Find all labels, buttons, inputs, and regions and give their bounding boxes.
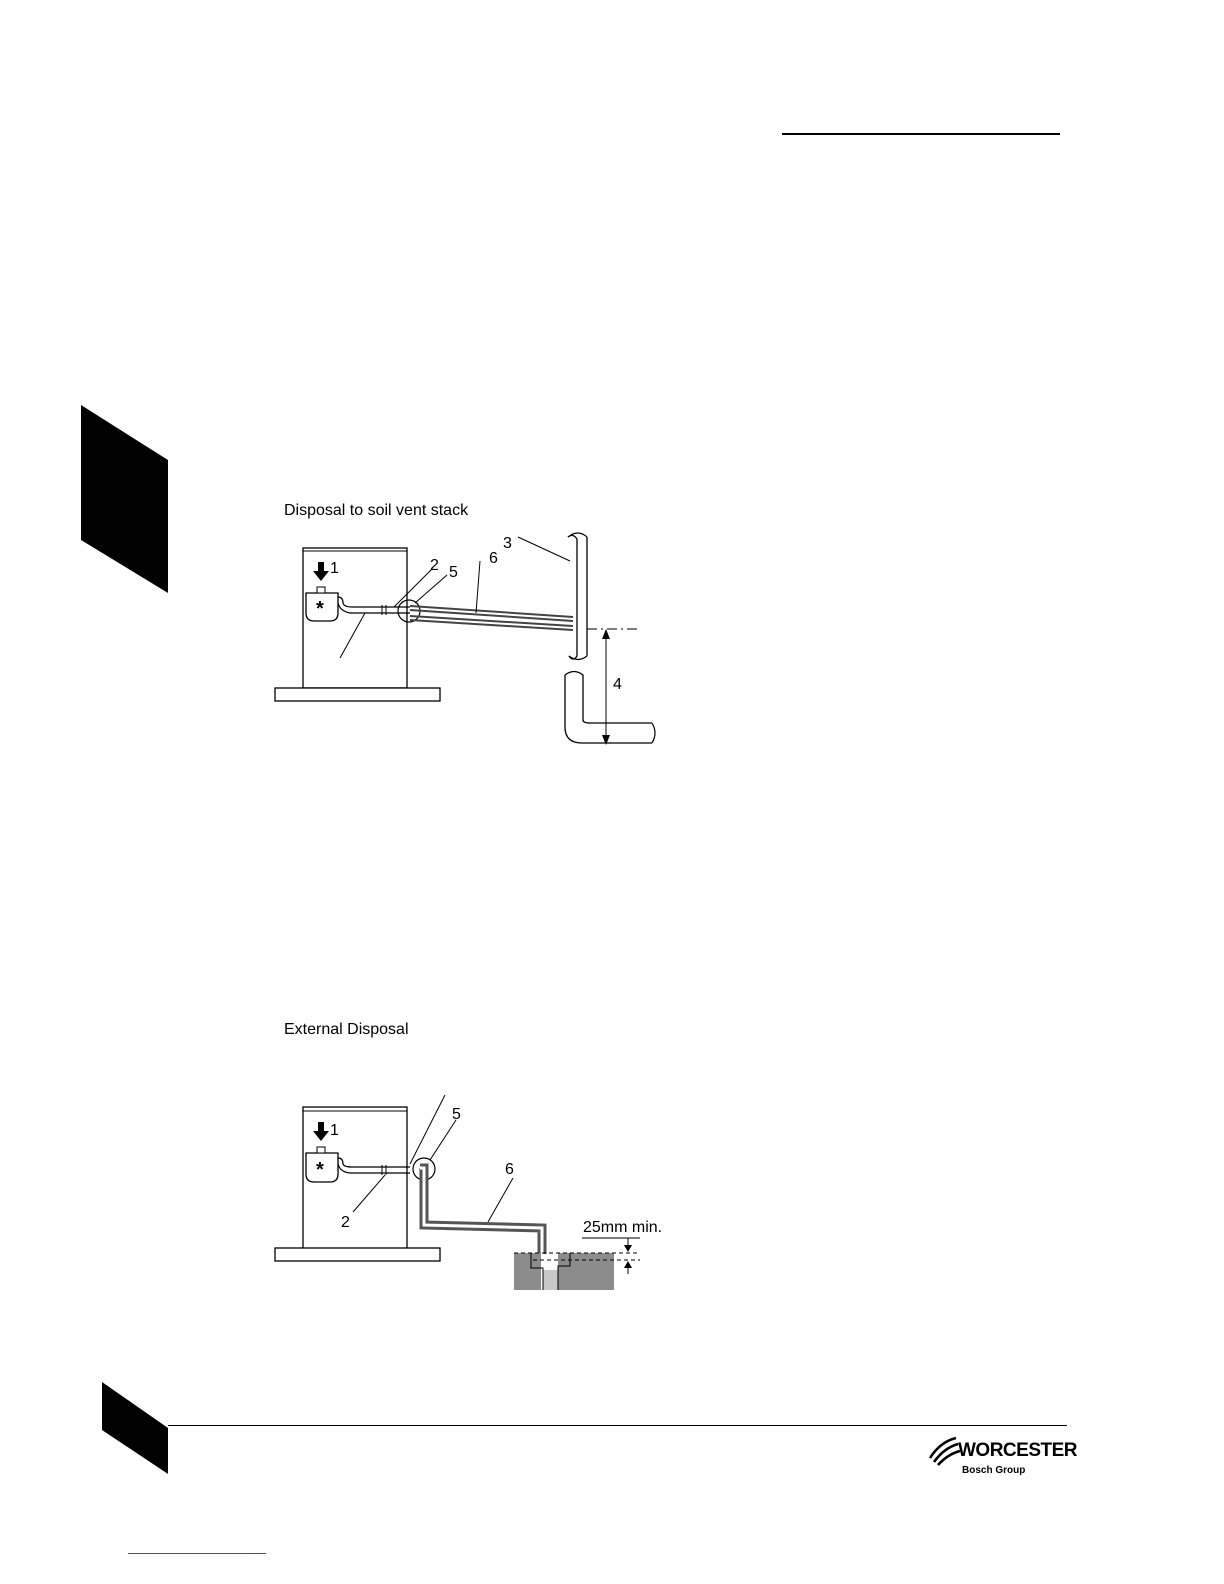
trap-asterisk: * bbox=[316, 1159, 324, 1181]
label-5: 5 bbox=[452, 1106, 461, 1123]
ground-left bbox=[514, 1253, 541, 1290]
bottom-link-underline bbox=[128, 1553, 266, 1554]
label-2: 2 bbox=[430, 557, 439, 574]
diagram-soil-vent-stack bbox=[260, 525, 680, 755]
label-1: 1 bbox=[330, 560, 339, 577]
soil-stack-upper bbox=[568, 535, 577, 659]
logo-subtitle: Bosch Group bbox=[962, 1465, 1026, 1476]
label-1: 1 bbox=[330, 1122, 339, 1139]
logo-brand: WORCESTER bbox=[958, 1440, 1077, 1461]
external-drain-pipe bbox=[420, 1168, 542, 1254]
label-3: 3 bbox=[503, 535, 512, 552]
soil-stack-lower bbox=[565, 672, 652, 724]
label-2: 2 bbox=[341, 1214, 350, 1231]
footer-rule bbox=[168, 1425, 1067, 1426]
label-4: 4 bbox=[613, 676, 622, 693]
base-plinth bbox=[275, 688, 440, 701]
label-6: 6 bbox=[489, 550, 498, 567]
base-plinth bbox=[275, 1248, 440, 1261]
label-5: 5 bbox=[449, 564, 458, 581]
diagram-external-disposal bbox=[260, 1090, 700, 1300]
trap-asterisk: * bbox=[316, 598, 324, 620]
section-tab-bottom bbox=[102, 1382, 168, 1474]
label-6: 6 bbox=[505, 1161, 514, 1178]
section-tab-top bbox=[81, 405, 168, 593]
ground-right bbox=[558, 1253, 614, 1290]
worcester-logo-icon bbox=[928, 1436, 962, 1466]
dimension-label: 25mm min. bbox=[583, 1219, 663, 1236]
diagram1-caption: Disposal to soil vent stack bbox=[284, 502, 469, 519]
diagram2-caption: External Disposal bbox=[284, 1021, 409, 1038]
